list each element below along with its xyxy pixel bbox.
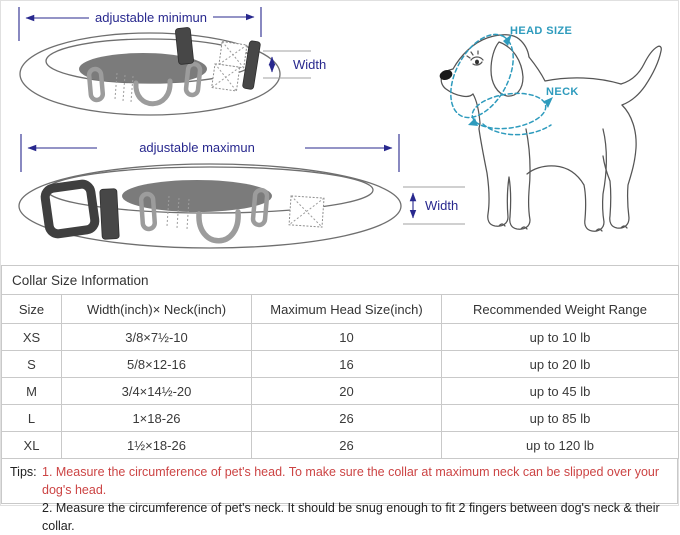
cell-size: XL <box>2 432 62 459</box>
tip-1: 1. Measure the circumference of pet's head. To make sure the collar at maximum neck can be slipped over your dog's head. <box>42 465 660 497</box>
table-row <box>2 351 679 378</box>
adjustable-minimum-label: adjustable minimun <box>94 10 208 25</box>
diagram-section <box>1 1 680 265</box>
cell-max-head: 16 <box>252 351 442 378</box>
head-size-label: HEAD SIZE <box>510 25 573 37</box>
dog-tail <box>621 46 661 105</box>
col-header-size: Size <box>2 295 62 324</box>
cell-width-neck: 1×18-26 <box>62 405 252 432</box>
dog-nose <box>438 68 453 81</box>
cell-weight: up to 45 lb <box>442 378 679 405</box>
cell-width-neck: 3/8×7½-10 <box>62 324 252 351</box>
stitch-box <box>289 196 324 227</box>
cell-size: XS <box>2 324 62 351</box>
slider <box>100 189 120 240</box>
table-header-row <box>2 295 679 324</box>
collar-minimum-diagram <box>1 1 346 133</box>
cell-max-head: 26 <box>252 405 442 432</box>
cell-size: S <box>2 351 62 378</box>
table-row <box>2 324 679 351</box>
cell-width-neck: 5/8×12-16 <box>62 351 252 378</box>
cell-weight: up to 85 lb <box>442 405 679 432</box>
cell-max-head: 10 <box>252 324 442 351</box>
table-row <box>2 378 679 405</box>
dog-ear <box>491 42 523 96</box>
tip-2: 2. Measure the circumference of pet's neck. It should be snug enough to fit 2 fingers between dog's neck & their collar. <box>42 501 660 533</box>
dog-eye <box>475 60 479 65</box>
neck-label: NECK <box>546 86 579 98</box>
cell-width-neck: 3/4×14½-20 <box>62 378 252 405</box>
tips-label: Tips: <box>10 465 37 479</box>
tips-section <box>1 458 678 533</box>
width-label: Width <box>293 57 327 72</box>
cell-weight: up to 120 lb <box>442 432 679 459</box>
cell-size: L <box>2 405 62 432</box>
col-header-width-neck: Width(inch)× Neck(inch) <box>62 295 252 324</box>
dog-measurement-diagram <box>425 1 680 246</box>
width-label: Width <box>425 198 459 213</box>
cell-max-head: 26 <box>252 432 442 459</box>
cell-weight: up to 10 lb <box>442 324 679 351</box>
adjustable-maximum-label: adjustable maximun <box>139 140 255 155</box>
table-row <box>2 432 679 459</box>
buckle-clasp <box>175 27 194 64</box>
col-header-max-head: Maximum Head Size(inch) <box>252 295 442 324</box>
cell-size: M <box>2 378 62 405</box>
col-header-weight: Recommended Weight Range <box>442 295 679 324</box>
collar-size-table <box>1 265 679 459</box>
tips-text <box>42 463 673 535</box>
cell-max-head: 20 <box>252 378 442 405</box>
table-title: Collar Size Information <box>2 266 679 295</box>
table-title-row <box>2 266 679 295</box>
dog-back <box>529 57 621 84</box>
cell-width-neck: 1½×18-26 <box>62 432 252 459</box>
table-row <box>2 405 679 432</box>
cell-weight: up to 20 lb <box>442 351 679 378</box>
collar-maximum-diagram <box>1 126 471 266</box>
